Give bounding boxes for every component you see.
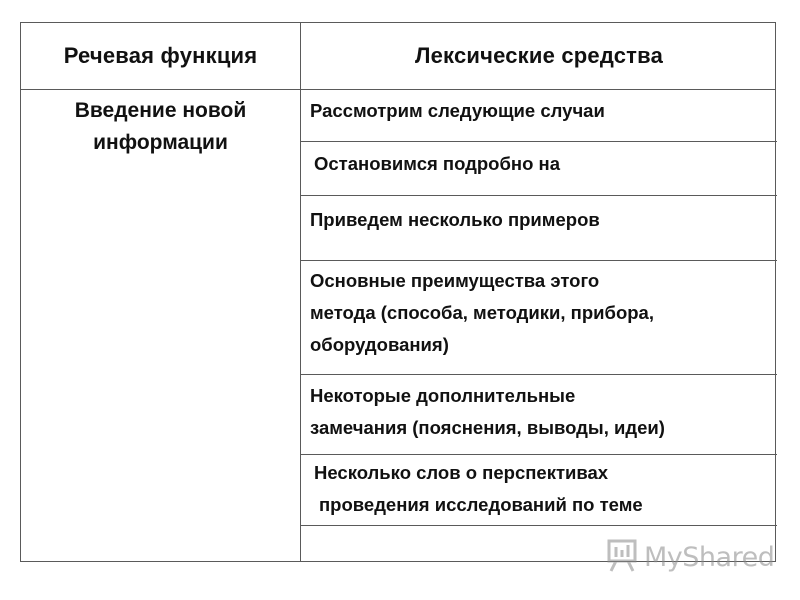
function-line: информации xyxy=(93,131,228,154)
table-row xyxy=(301,90,777,142)
header-speech-function: Речевая функция xyxy=(63,43,258,68)
watermark-text: MyShared xyxy=(644,541,775,573)
row-text: Рассмотрим следующие случаи xyxy=(310,100,605,121)
table-row xyxy=(301,142,777,196)
function-line: Введение новой xyxy=(74,99,247,122)
means-list xyxy=(301,90,777,526)
row-text: Несколько слов о перспективах xyxy=(314,462,609,483)
row-text: Некоторые дополнительные xyxy=(310,385,576,406)
table-row xyxy=(301,261,777,375)
row-text: Остановимся подробно на xyxy=(314,153,560,174)
table-row xyxy=(301,375,777,455)
row-text: замечания (пояснения, выводы, идеи) xyxy=(310,417,665,438)
function-cell xyxy=(21,95,300,159)
table-row xyxy=(301,196,777,261)
row-text: Приведем несколько примеров xyxy=(310,209,600,230)
header-lexical-means: Лексические средства xyxy=(414,43,664,68)
lexical-means-table xyxy=(20,22,776,562)
watermark xyxy=(606,537,774,577)
row-text: оборудования) xyxy=(310,334,449,355)
row-text: метода (способа, методики, прибора, xyxy=(310,302,654,323)
row-text: проведения исследований по теме xyxy=(319,494,643,515)
table-row xyxy=(301,455,777,526)
presentation-board-icon xyxy=(606,537,640,578)
row-text: Основные преимущества этого xyxy=(310,270,600,291)
